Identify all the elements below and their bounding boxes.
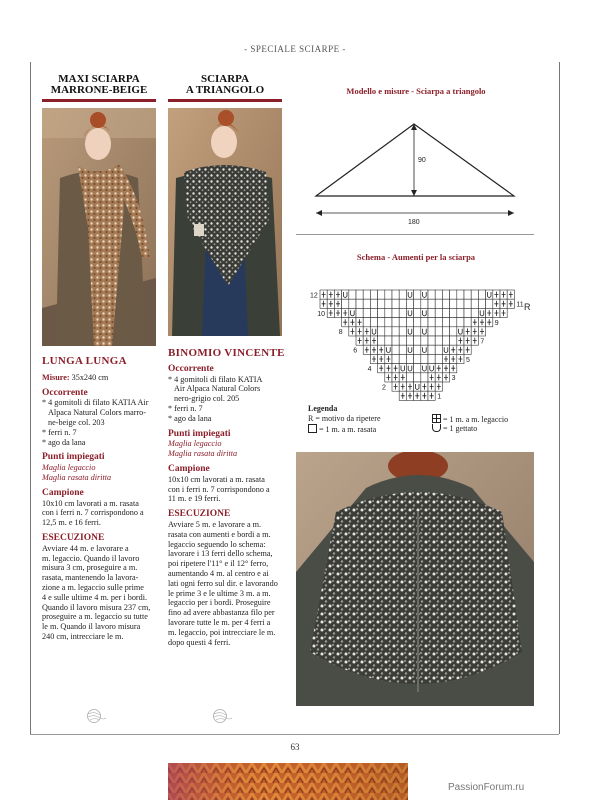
grid-cell bbox=[435, 327, 442, 336]
divider bbox=[296, 234, 534, 235]
row-number: 7 bbox=[480, 338, 485, 346]
grid-cell bbox=[378, 318, 385, 327]
grid-cell bbox=[421, 354, 428, 363]
grid-cell bbox=[370, 290, 377, 299]
col1-title-block bbox=[42, 74, 156, 102]
text-line: 11 m. e 19 ferri. bbox=[168, 494, 221, 504]
grid-cell bbox=[442, 318, 449, 327]
grid-cell bbox=[399, 299, 406, 308]
text-line: legaccio seguendo lo schema: bbox=[168, 539, 266, 549]
text-line: 4 e sulle ultime 4 m. per i bordi. bbox=[42, 592, 148, 602]
grid-cell bbox=[478, 290, 485, 299]
grid-cell bbox=[399, 336, 406, 345]
text-line: con i ferri n. 7 corrispondono a bbox=[168, 484, 270, 494]
arrow-head bbox=[316, 210, 322, 216]
grid-cell bbox=[392, 308, 399, 317]
grid-cell bbox=[450, 290, 457, 299]
col2-title-line1: SCIARPA bbox=[200, 73, 250, 85]
grid-cell bbox=[406, 373, 413, 382]
col2-heading: BINOMIO VINCENTE bbox=[168, 347, 285, 359]
text-line: le m. Quando il lavoro misura bbox=[42, 622, 141, 632]
grid-cell bbox=[414, 318, 421, 327]
grid-cell bbox=[450, 299, 457, 308]
increase-chart bbox=[296, 252, 536, 408]
grid-cell bbox=[414, 373, 421, 382]
page-frame-bottom bbox=[30, 734, 559, 735]
grid-cell bbox=[450, 336, 457, 345]
text-line: con i ferri n. 7 corrispondono a bbox=[42, 508, 144, 518]
grid-cell bbox=[471, 290, 478, 299]
grid-cell bbox=[414, 327, 421, 336]
list-item: nero-grigio col. 205 bbox=[174, 394, 240, 404]
grid-cell bbox=[356, 299, 363, 308]
col1-title-line1: MAXI SCIARPA bbox=[58, 73, 140, 85]
text-line: 10x10 cm lavorati a m. rasata bbox=[42, 498, 139, 508]
col1-title-line2: MARRONE-BEIGE bbox=[50, 84, 148, 96]
text-line: fino ad avere abbastanza filo per bbox=[168, 608, 275, 618]
text-line: lavorare i 13 ferri dello schema, bbox=[168, 549, 273, 559]
knit-texture-strip bbox=[168, 763, 408, 800]
text-line: legaccio per i bordi. Proseguire bbox=[168, 598, 271, 608]
list-item: Air Alpaca Natural Colors bbox=[174, 384, 261, 394]
legend-row bbox=[308, 414, 538, 424]
grid-cell bbox=[392, 327, 399, 336]
grid-cell bbox=[378, 290, 385, 299]
grid-cell bbox=[399, 354, 406, 363]
grid-cell bbox=[450, 318, 457, 327]
grid-cell bbox=[392, 299, 399, 308]
grid-cell bbox=[356, 290, 363, 299]
col2-esecuzione-title: ESECUZIONE bbox=[168, 509, 231, 520]
grid-cell bbox=[399, 290, 406, 299]
row-number: 10 bbox=[317, 310, 325, 318]
grid-cell bbox=[428, 308, 435, 317]
arrow-head bbox=[508, 210, 514, 216]
grid-cell bbox=[428, 318, 435, 327]
row-number: 8 bbox=[338, 329, 343, 337]
grid-cell bbox=[428, 336, 435, 345]
grid-cell bbox=[442, 336, 449, 345]
page-number: 63 bbox=[290, 742, 300, 752]
row-number: 6 bbox=[353, 347, 358, 355]
grid-cell bbox=[392, 336, 399, 345]
grid-cell bbox=[457, 318, 464, 327]
legend-title: Legenda bbox=[308, 404, 338, 413]
text-line: Avviare 44 m. e lavorare a bbox=[42, 543, 129, 553]
grid-cell bbox=[414, 336, 421, 345]
text-line: rasata, mantenendo la lavora- bbox=[42, 573, 139, 583]
grid-cell bbox=[435, 354, 442, 363]
text-line: aumentando 4 m. al centro e ai bbox=[168, 568, 269, 578]
grid-cell bbox=[385, 299, 392, 308]
row-number: 5 bbox=[466, 356, 470, 364]
grid-cell bbox=[392, 318, 399, 327]
photo-brown-scarf bbox=[42, 108, 156, 346]
col2-campione-title: Campione bbox=[168, 463, 210, 474]
row-number: 1 bbox=[437, 393, 442, 401]
grid-cell bbox=[421, 299, 428, 308]
grid-cell bbox=[399, 308, 406, 317]
grid-cell bbox=[442, 290, 449, 299]
col1-misure-label: Misure: bbox=[42, 372, 70, 382]
list-item: Maglia rasata diritta bbox=[168, 449, 238, 459]
grid-cell bbox=[406, 299, 413, 308]
grid-cell bbox=[378, 308, 385, 317]
col1-misure-value: 35x240 cm bbox=[71, 372, 109, 382]
grid-cell bbox=[414, 345, 421, 354]
width-label: 180 bbox=[408, 219, 420, 226]
grid-cell bbox=[435, 308, 442, 317]
text-line: m. legaccio, poi intrecciare le m. bbox=[168, 627, 276, 637]
row-number: 4 bbox=[367, 366, 372, 373]
text-line: misura 3 cm, proseguire a m. bbox=[42, 563, 138, 573]
grid-cell bbox=[450, 327, 457, 336]
photo-shawl-back bbox=[296, 452, 534, 706]
grid-cell bbox=[435, 299, 442, 308]
row-number: 3 bbox=[451, 375, 456, 383]
arrow-head bbox=[411, 190, 417, 196]
text-line: dopo questi 4 ferri. bbox=[168, 637, 231, 647]
grid-cell bbox=[414, 299, 421, 308]
height-label: 90 bbox=[418, 157, 426, 164]
grid-cell bbox=[370, 308, 377, 317]
grid-cell bbox=[457, 308, 464, 317]
list-item: ne-beige col. 203 bbox=[48, 417, 105, 427]
row-number: 11 bbox=[516, 301, 524, 309]
grid-cell bbox=[442, 308, 449, 317]
grid-cell bbox=[464, 290, 471, 299]
garter-symbol-icon bbox=[432, 414, 441, 423]
col1-esecuzione-title: ESECUZIONE bbox=[42, 532, 105, 543]
page-frame-left bbox=[30, 62, 38, 734]
grid-cell bbox=[406, 354, 413, 363]
stockinette-symbol-icon bbox=[308, 424, 317, 433]
grid-cell bbox=[464, 308, 471, 317]
stitch-grid bbox=[296, 268, 536, 408]
col1-heading: LUNGA LUNGA bbox=[42, 355, 127, 367]
row-number: 12 bbox=[310, 292, 318, 300]
grid-cell bbox=[435, 290, 442, 299]
text-line: Avviare 5 m. e lavorare a m. bbox=[168, 519, 262, 529]
col2-title-line2: A TRIANGOLO bbox=[185, 84, 265, 96]
grid-cell bbox=[399, 327, 406, 336]
grid-cells bbox=[320, 290, 514, 400]
grid-cell bbox=[450, 308, 457, 317]
legend-label: = 1 m. a m. rasata bbox=[319, 425, 377, 434]
grid-cell bbox=[385, 327, 392, 336]
grid-cell bbox=[428, 327, 435, 336]
list-item: * ago da lana bbox=[42, 437, 86, 447]
grid-cell bbox=[385, 336, 392, 345]
grid-cell bbox=[471, 299, 478, 308]
grid-cell bbox=[406, 318, 413, 327]
grid-cell bbox=[385, 290, 392, 299]
grid-cell bbox=[378, 299, 385, 308]
text-line: lavorare tutte le m. per 4 ferri a bbox=[168, 617, 271, 627]
grid-cell bbox=[414, 290, 421, 299]
text-line: Quando il lavoro misura 237 cm, bbox=[42, 602, 151, 612]
list-item: * 4 gomitoli di filato KATIA Air bbox=[42, 398, 149, 408]
grid-cell bbox=[457, 299, 464, 308]
grid-cell bbox=[428, 290, 435, 299]
legend-item-repeat: R = motivo da ripetere bbox=[308, 414, 381, 423]
grid-cell bbox=[363, 308, 370, 317]
yarn-ball-icon bbox=[84, 708, 106, 724]
grid-cell bbox=[471, 308, 478, 317]
list-item: Maglia rasata diritta bbox=[42, 472, 112, 482]
legend-label: = 1 gettato bbox=[443, 424, 478, 433]
legend bbox=[308, 404, 538, 434]
grid-cell bbox=[385, 308, 392, 317]
legend-item-yarnover bbox=[432, 424, 477, 434]
col2-occorrente-title: Occorrente bbox=[168, 363, 214, 374]
text-line: 12,5 m. e 16 ferri. bbox=[42, 518, 101, 528]
col2-title-rule bbox=[168, 99, 282, 102]
grid-cell bbox=[414, 364, 421, 373]
grid-cell bbox=[464, 299, 471, 308]
text-line: le prime 3 e le ultime 3 m. a m. bbox=[168, 588, 271, 598]
grid-cell bbox=[342, 299, 349, 308]
col1-occorrente-title: Occorrente bbox=[42, 387, 88, 398]
col2-title-block bbox=[168, 74, 282, 102]
list-item: Alpaca Natural Colors marro- bbox=[48, 408, 146, 418]
text-line: lati ogni ferro sul dir. e lavorando bbox=[168, 578, 278, 588]
yarn-ball-icon bbox=[210, 708, 232, 724]
grid-cell bbox=[370, 318, 377, 327]
grid-cell bbox=[363, 299, 370, 308]
legend-row bbox=[308, 424, 538, 434]
grid-cell bbox=[435, 345, 442, 354]
watermark: PassionForum.ru bbox=[448, 782, 525, 793]
grid-cell bbox=[349, 290, 356, 299]
grid-cell bbox=[421, 336, 428, 345]
grid-cell bbox=[385, 318, 392, 327]
grid-cell bbox=[414, 308, 421, 317]
schema-title: Schema - Aumenti per la sciarpa bbox=[356, 252, 476, 262]
grid-cell bbox=[442, 327, 449, 336]
text-line: 10x10 cm lavorati a m. rasata bbox=[168, 474, 265, 484]
list-item: * ago da lana bbox=[168, 413, 212, 423]
grid-cell bbox=[421, 318, 428, 327]
grid-cell bbox=[414, 354, 421, 363]
grid-cell bbox=[392, 354, 399, 363]
grid-cell bbox=[464, 318, 471, 327]
text-line: proseguire a m. legaccio su tutte bbox=[42, 612, 148, 622]
grid-cell bbox=[486, 299, 493, 308]
grid-cell bbox=[399, 318, 406, 327]
grid-cell bbox=[370, 299, 377, 308]
grid-cell bbox=[435, 336, 442, 345]
grid-cell bbox=[363, 290, 370, 299]
text-line: 240 cm, intrecciare le m. bbox=[42, 631, 124, 641]
list-item: Maglia legaccio bbox=[42, 463, 96, 473]
grid-cell bbox=[457, 290, 464, 299]
row-number: 9 bbox=[494, 320, 499, 327]
col1-punti-title: Punti impiegati bbox=[42, 452, 105, 463]
text-line: poi ripetere l'11° e il 12° ferro, bbox=[168, 559, 269, 569]
list-item: * 4 gomitoli di filato KATIA bbox=[168, 374, 263, 384]
grid-cell bbox=[428, 354, 435, 363]
grid-cell bbox=[478, 299, 485, 308]
measurements-diagram bbox=[296, 86, 536, 236]
grid-cell bbox=[378, 336, 385, 345]
triangle-diagram bbox=[296, 100, 536, 236]
legend-label: = 1 m. a m. legaccio bbox=[443, 415, 509, 424]
grid-cell bbox=[442, 299, 449, 308]
list-item: * ferri n. 7 bbox=[168, 403, 203, 413]
list-item: * ferri n. 7 bbox=[42, 427, 77, 437]
grid-cell bbox=[421, 373, 428, 382]
grid-cell bbox=[406, 336, 413, 345]
grid-cell bbox=[435, 318, 442, 327]
col1-text bbox=[42, 357, 160, 642]
text-line: m. legaccio. Quando il lavoro bbox=[42, 553, 140, 563]
col2-text bbox=[168, 349, 286, 647]
grid-cell bbox=[392, 345, 399, 354]
text-line: rasata con aumenti e bordi a m. bbox=[168, 529, 271, 539]
col1-campione-title: Campione bbox=[42, 487, 84, 498]
col1-title-rule bbox=[42, 99, 156, 102]
legend-item-stockinette bbox=[308, 424, 376, 435]
grid-cell bbox=[428, 299, 435, 308]
row-number: 2 bbox=[382, 384, 386, 392]
grid-cell bbox=[349, 299, 356, 308]
page-frame-right bbox=[552, 62, 560, 734]
col2-punti-title: Punti impiegati bbox=[168, 428, 231, 439]
grid-cell bbox=[428, 345, 435, 354]
section-label: - SPECIALE SCIARPE - bbox=[244, 44, 346, 54]
grid-cell bbox=[363, 318, 370, 327]
grid-cell bbox=[399, 345, 406, 354]
grid-cell bbox=[356, 308, 363, 317]
list-item: Maglia legaccio bbox=[168, 439, 222, 449]
grid-cell bbox=[378, 327, 385, 336]
photo-triangle-scarf bbox=[168, 108, 282, 336]
diagram-title: Modello e misure - Sciarpa a triangolo bbox=[346, 86, 486, 96]
triangle-shape bbox=[316, 124, 514, 196]
grid-cell bbox=[392, 290, 399, 299]
yarnover-symbol-icon bbox=[432, 424, 441, 432]
text-line: zione a m. legaccio sulle prime bbox=[42, 582, 144, 592]
repeat-label: R bbox=[524, 302, 531, 312]
